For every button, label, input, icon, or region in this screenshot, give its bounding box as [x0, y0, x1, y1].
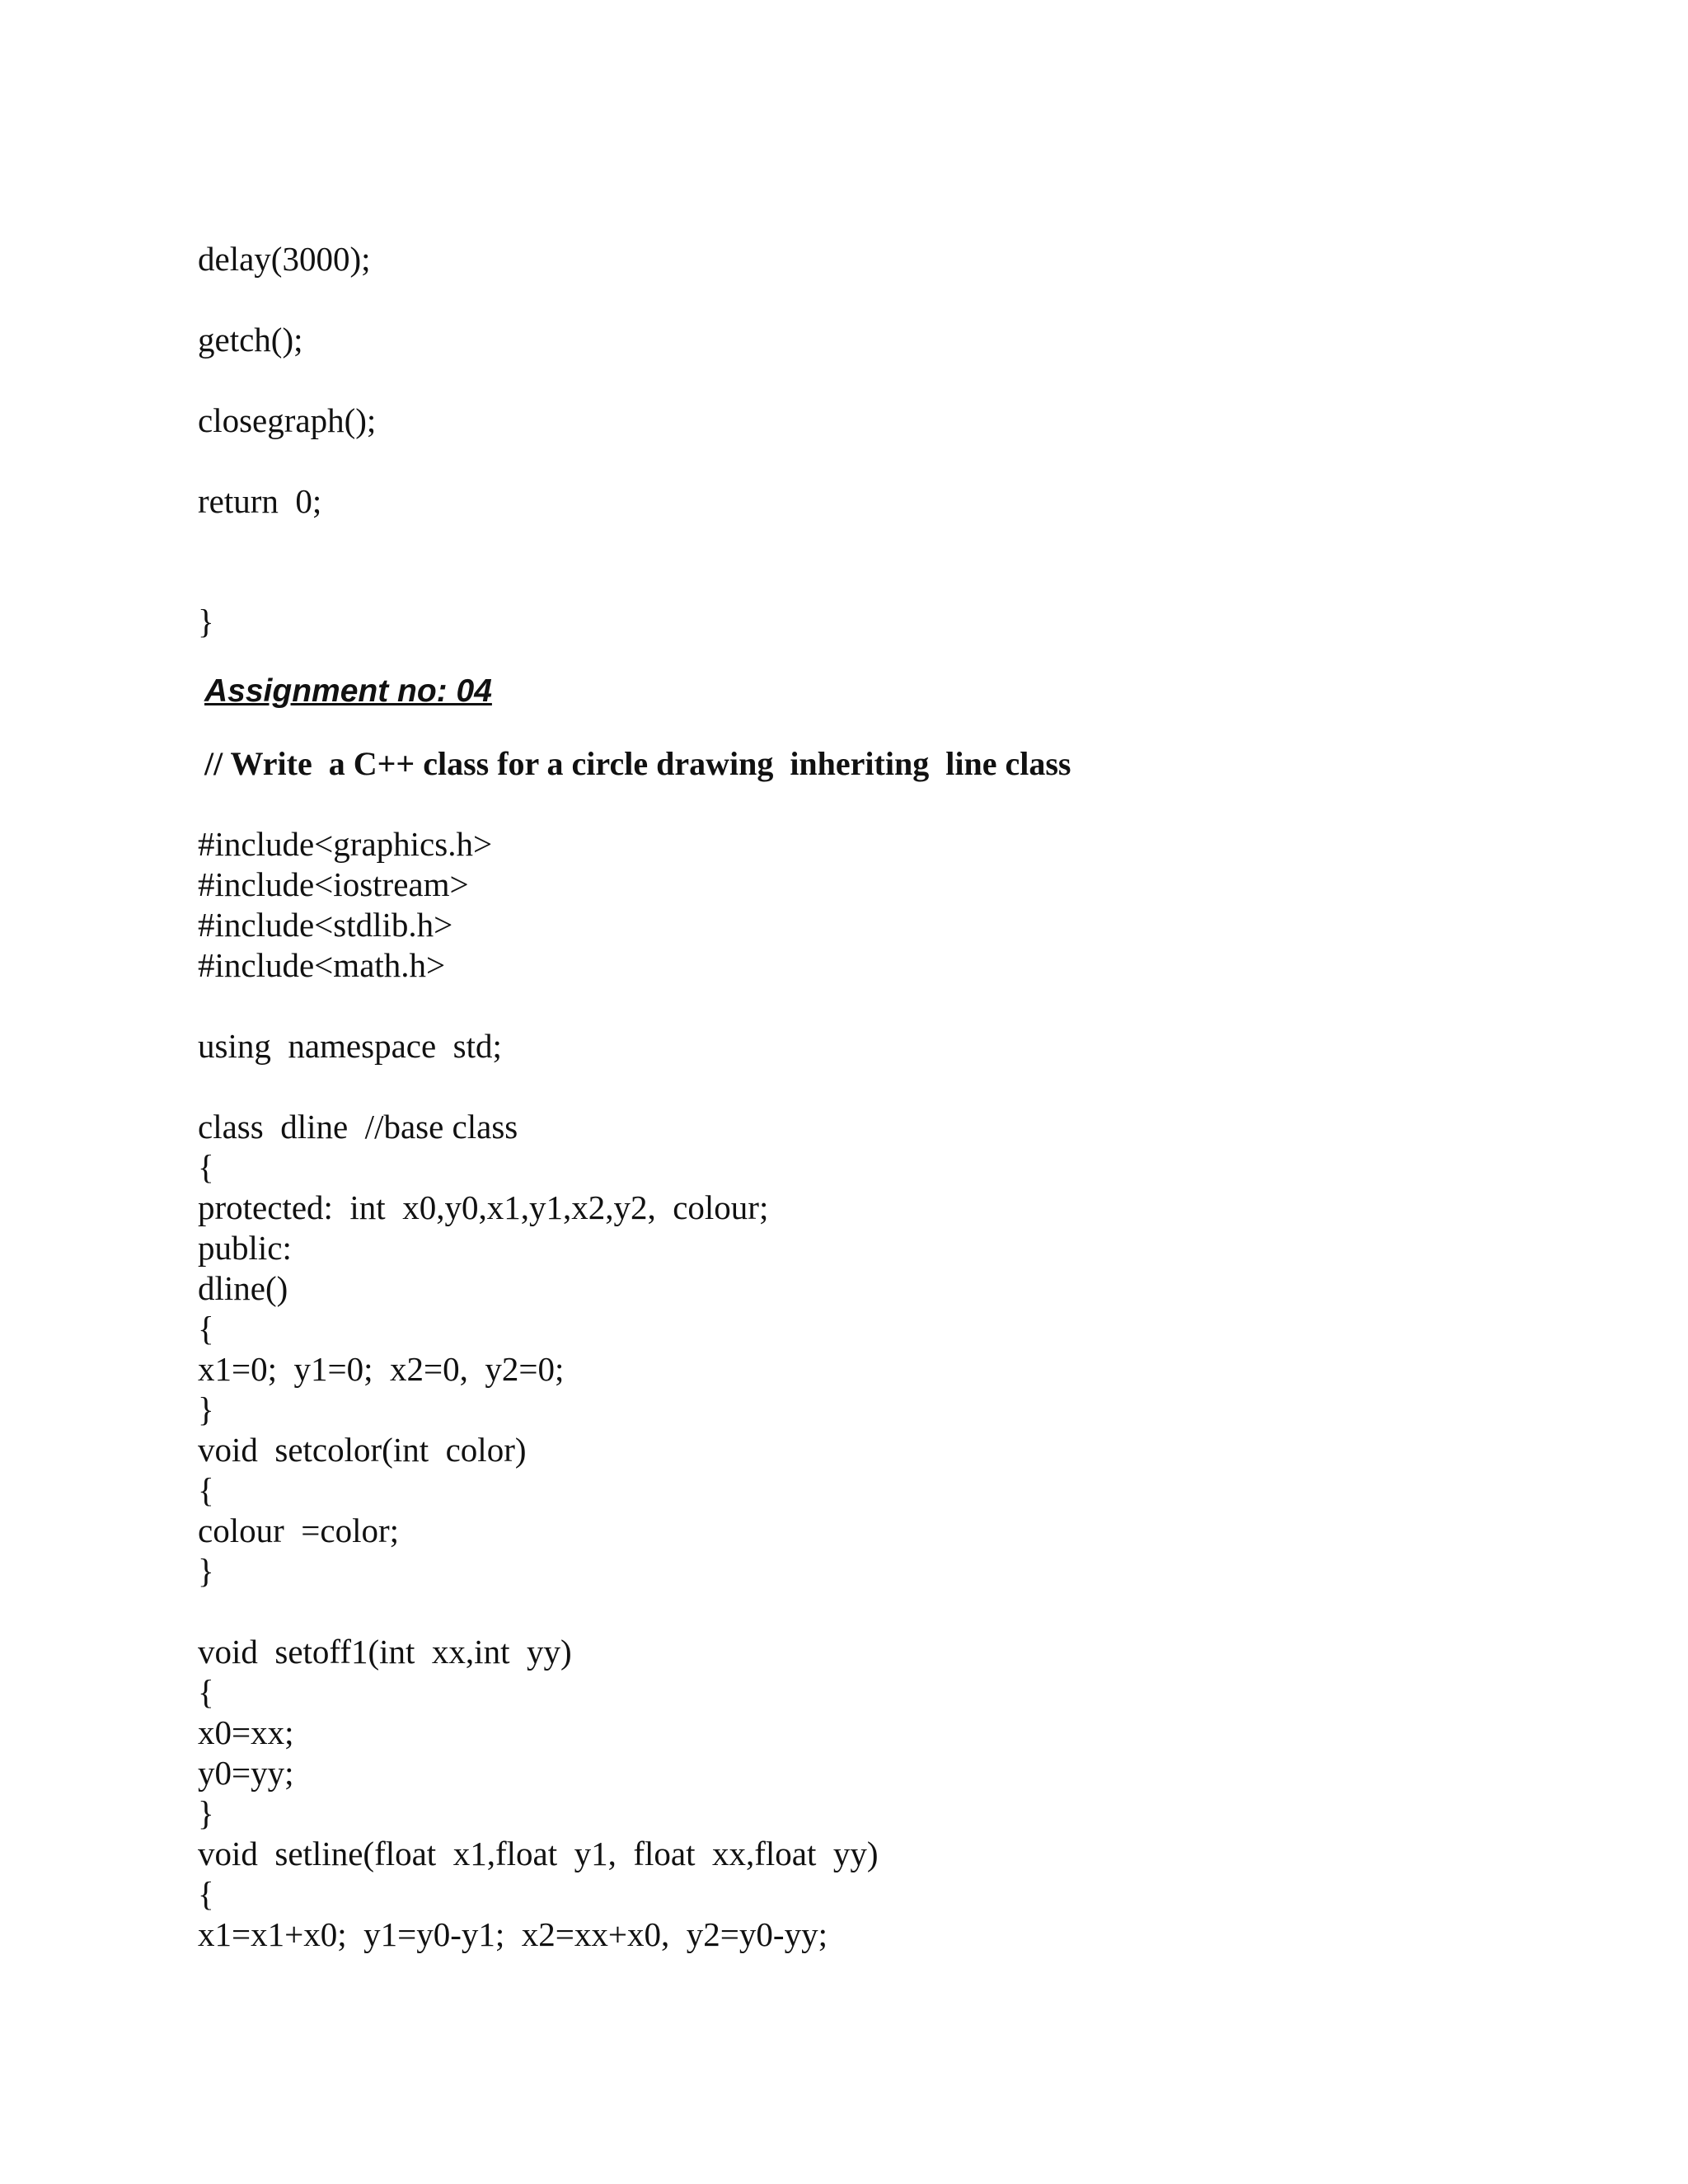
code-line: colour =color;	[198, 1511, 399, 1549]
code-line: x1=0; y1=0; x2=0, y2=0;	[198, 1350, 565, 1388]
code-line: }	[198, 1390, 214, 1428]
code-line: #include<iostream>	[198, 865, 469, 903]
code-line-delay: delay(3000);	[198, 240, 371, 278]
assignment-heading: Assignment no: 04	[204, 673, 492, 709]
code-line-closing-brace: }	[198, 602, 214, 640]
code-line: protected: int x0,y0,x1,y1,x2,y2, colour;	[198, 1188, 769, 1226]
code-line: class dline //base class	[198, 1108, 518, 1146]
code-line-getch: getch();	[198, 321, 303, 359]
code-line: {	[198, 1148, 214, 1186]
code-line: #include<stdlib.h>	[198, 906, 453, 944]
code-line: y0=yy;	[198, 1754, 294, 1792]
code-line: void setline(float x1,float y1, float xx,float yy)	[198, 1835, 879, 1872]
code-line: }	[198, 1794, 214, 1832]
code-line: void setoff1(int xx,int yy)	[198, 1633, 572, 1671]
code-line: {	[198, 1875, 214, 1913]
code-line-closegraph: closegraph();	[198, 401, 377, 439]
code-line: dline()	[198, 1269, 288, 1307]
code-line: #include<graphics.h>	[198, 825, 493, 863]
code-line: #include<math.h>	[198, 946, 446, 984]
code-line: {	[198, 1673, 214, 1711]
code-line: void setcolor(int color)	[198, 1431, 527, 1469]
code-line: public:	[198, 1229, 292, 1267]
code-line: }	[198, 1552, 214, 1590]
code-line: {	[198, 1310, 214, 1347]
code-line: x1=x1+x0; y1=y0-y1; x2=xx+x0, y2=y0-yy;	[198, 1915, 828, 1953]
code-line: x0=xx;	[198, 1713, 294, 1751]
code-line: using namespace std;	[198, 1027, 502, 1065]
code-line: {	[198, 1471, 214, 1509]
code-line-return: return 0;	[198, 482, 322, 520]
assignment-description: // Write a C++ class for a circle drawing inheriting line class	[204, 745, 1071, 782]
